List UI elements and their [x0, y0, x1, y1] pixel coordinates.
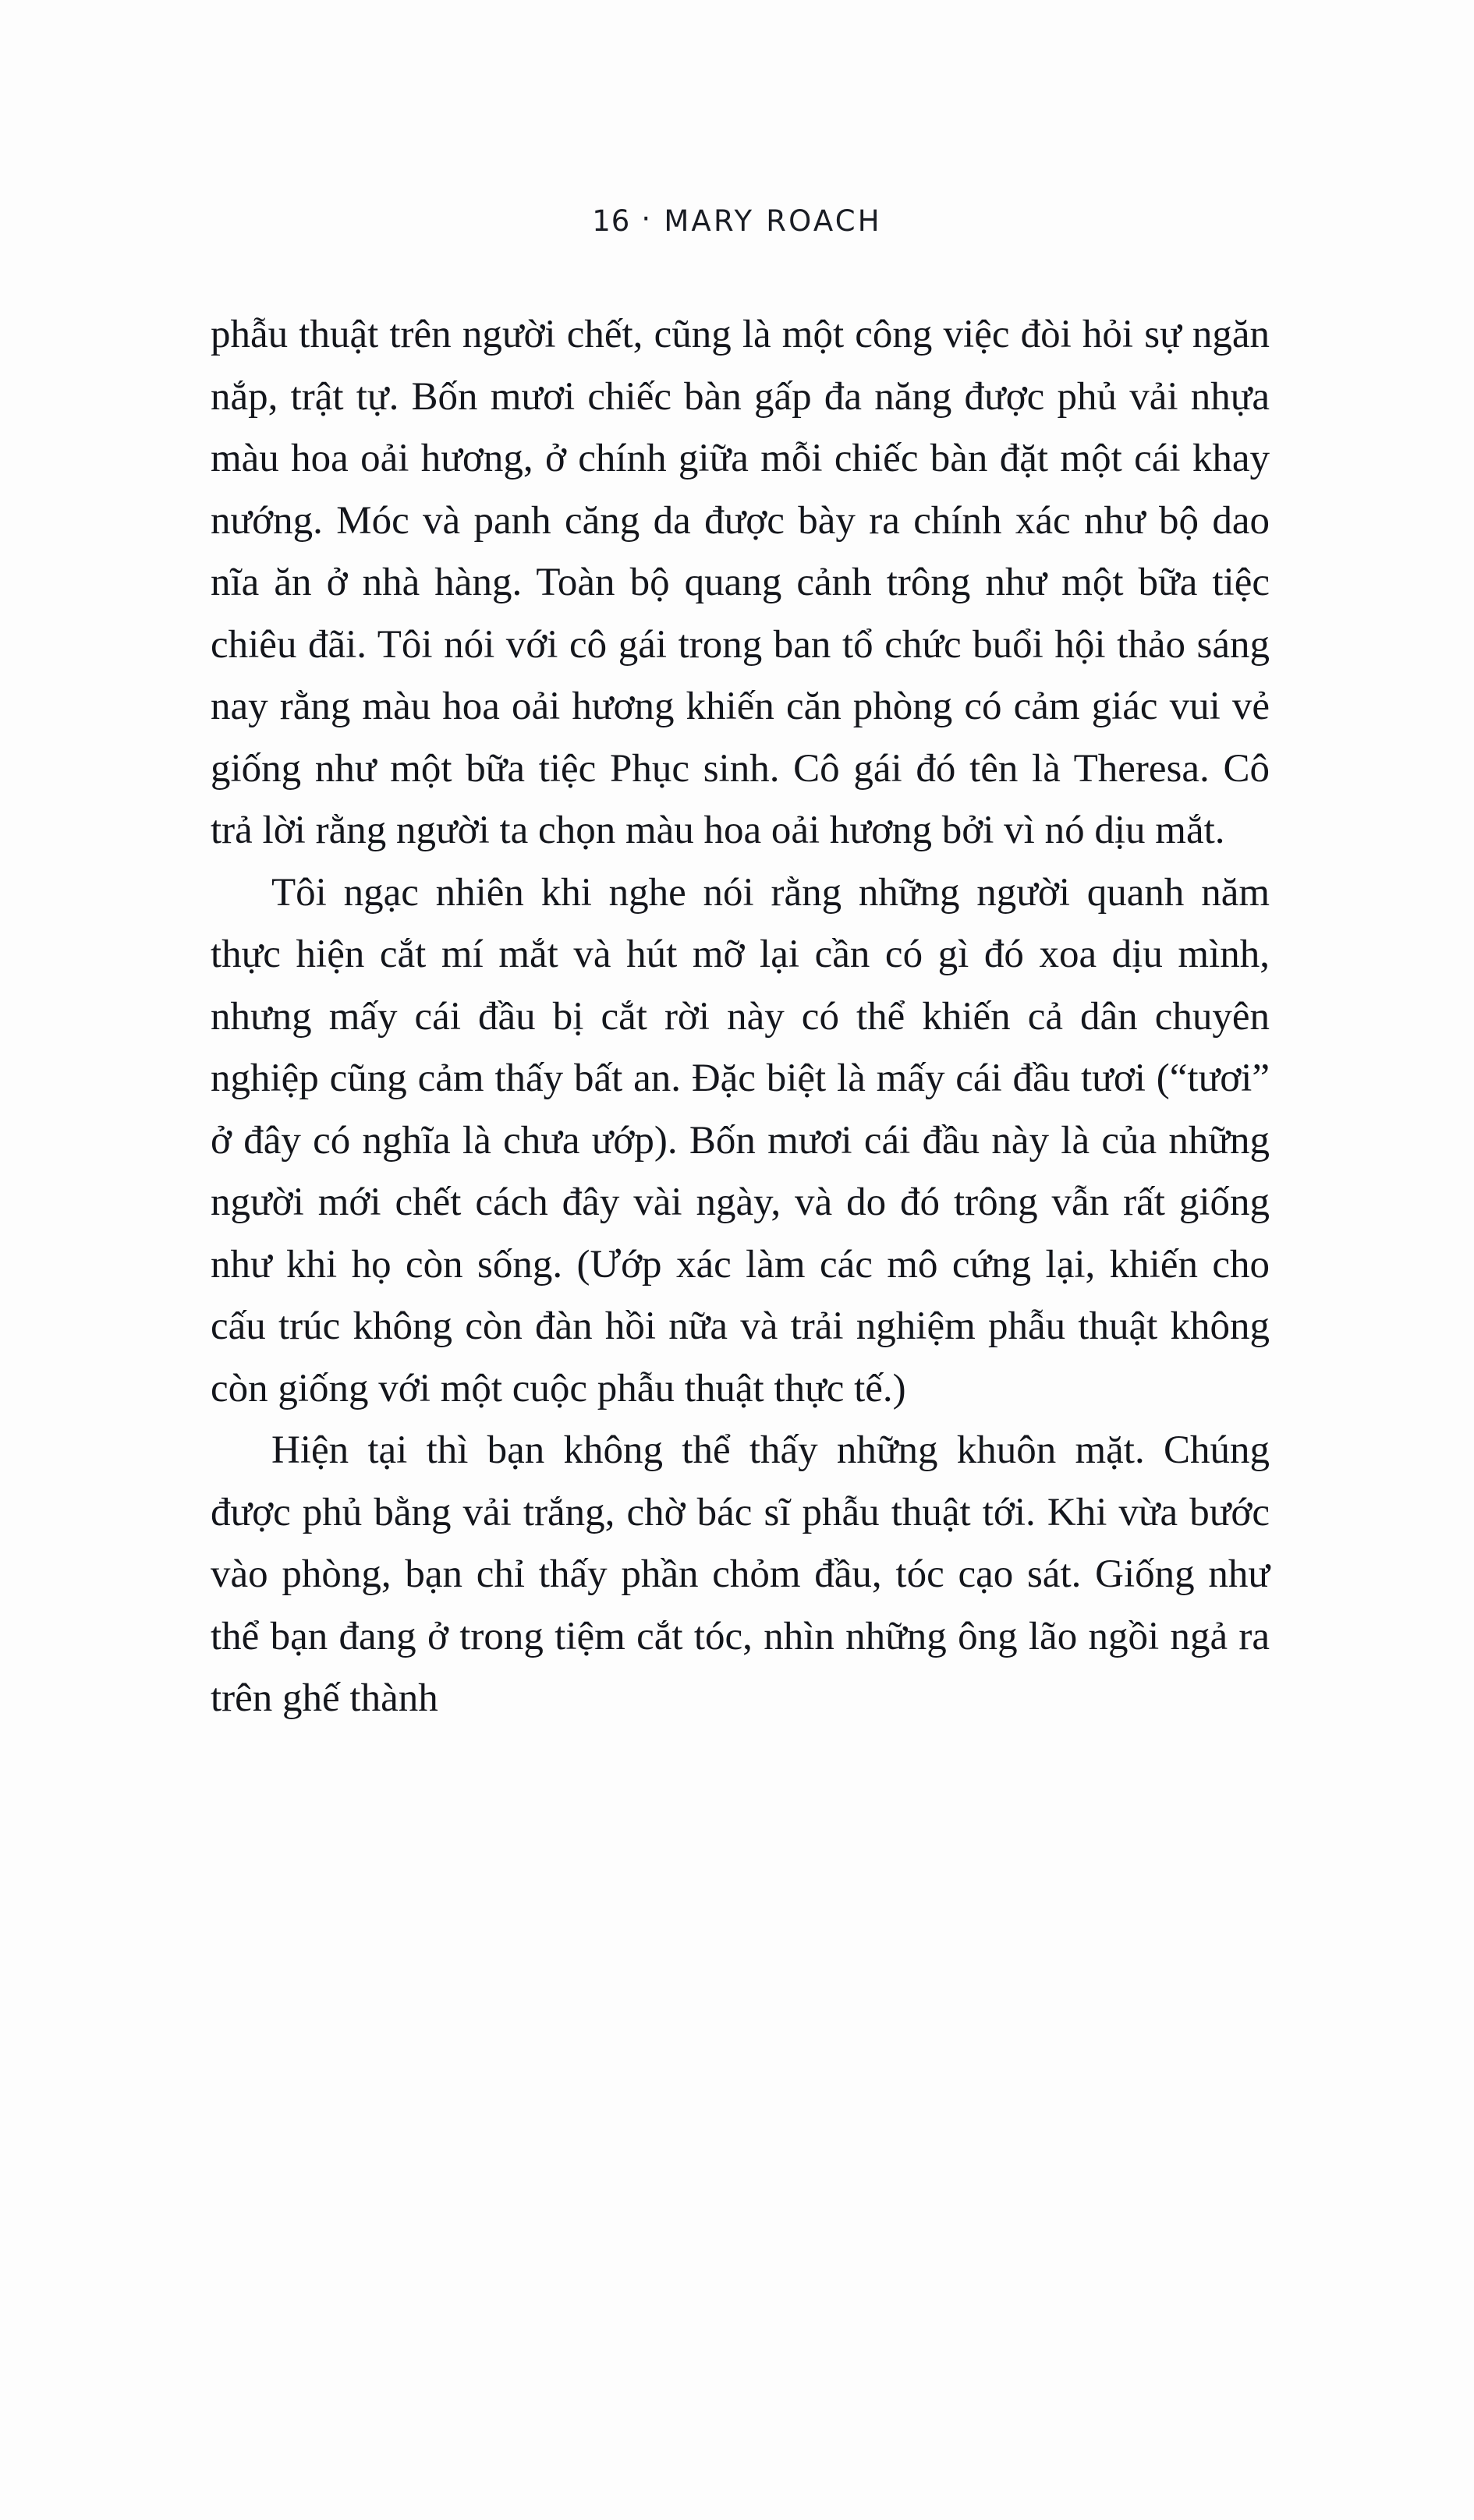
body-text [211, 304, 1270, 1730]
running-head-separator: · [641, 202, 654, 235]
paragraph: Tôi ngạc nhiên khi nghe nói rằng những người quanh năm thực hiện cắt mí mắt và hút mỡ lại cần có gì đó xoa dịu mình, nhưng mấy cái đầu bị cắt rời này có thể khiến cả dân chuyên nghiệp cũng cảm thấy bất an. Đặc biệt là mấy cái đầu tươi (“tươi” ở đây có nghĩa là chưa ướp). Bốn mươi cái đầu này là của những người mới chết cách đây vài ngày, và do đó trông vẫn rất giống như khi họ còn sống. (Ướp xác làm các mô cứng lại, khiến cho cấu trúc không còn đàn hồi nữa và trải nghiệm phẫu thuật không còn giống với một cuộc phẫu thuật thực tế.) [211, 870, 1270, 1410]
running-head [0, 204, 1474, 238]
paragraph: phẫu thuật trên người chết, cũng là một công việc đòi hỏi sự ngăn nắp, trật tự. Bốn mươi chiếc bàn gấp đa năng được phủ vải nhựa màu hoa oải hương, ở chính giữa mỗi chiếc bàn đặt một cái khay nướng. Móc và panh căng da được bày ra chính xác như bộ dao nĩa ăn ở nhà hàng. Toàn bộ quang cảnh trông như một bữa tiệc chiêu đãi. Tôi nói với cô gái trong ban tổ chức buổi hội thảo sáng nay rằng màu hoa oải hương khiến căn phòng có cảm giác vui vẻ giống như một bữa tiệc Phục sinh. Cô gái đó tên là Theresa. Cô trả lời rằng người ta chọn màu hoa oải hương bởi vì nó dịu mắt. [211, 313, 1270, 852]
page-number: 16 [592, 204, 631, 238]
paragraph: Hiện tại thì bạn không thể thấy những khuôn mặt. Chúng được phủ bằng vải trắng, chờ bác sĩ phẫu thuật tới. Khi vừa bước vào phòng, bạn chỉ thấy phần chỏm đầu, tóc cạo sát. Giống như thể bạn đang ở trong tiệm cắt tóc, nhìn những ông lão ngồi ngả ra trên ghế thành [211, 1428, 1270, 1720]
running-head-author: MARY ROACH [664, 204, 882, 238]
